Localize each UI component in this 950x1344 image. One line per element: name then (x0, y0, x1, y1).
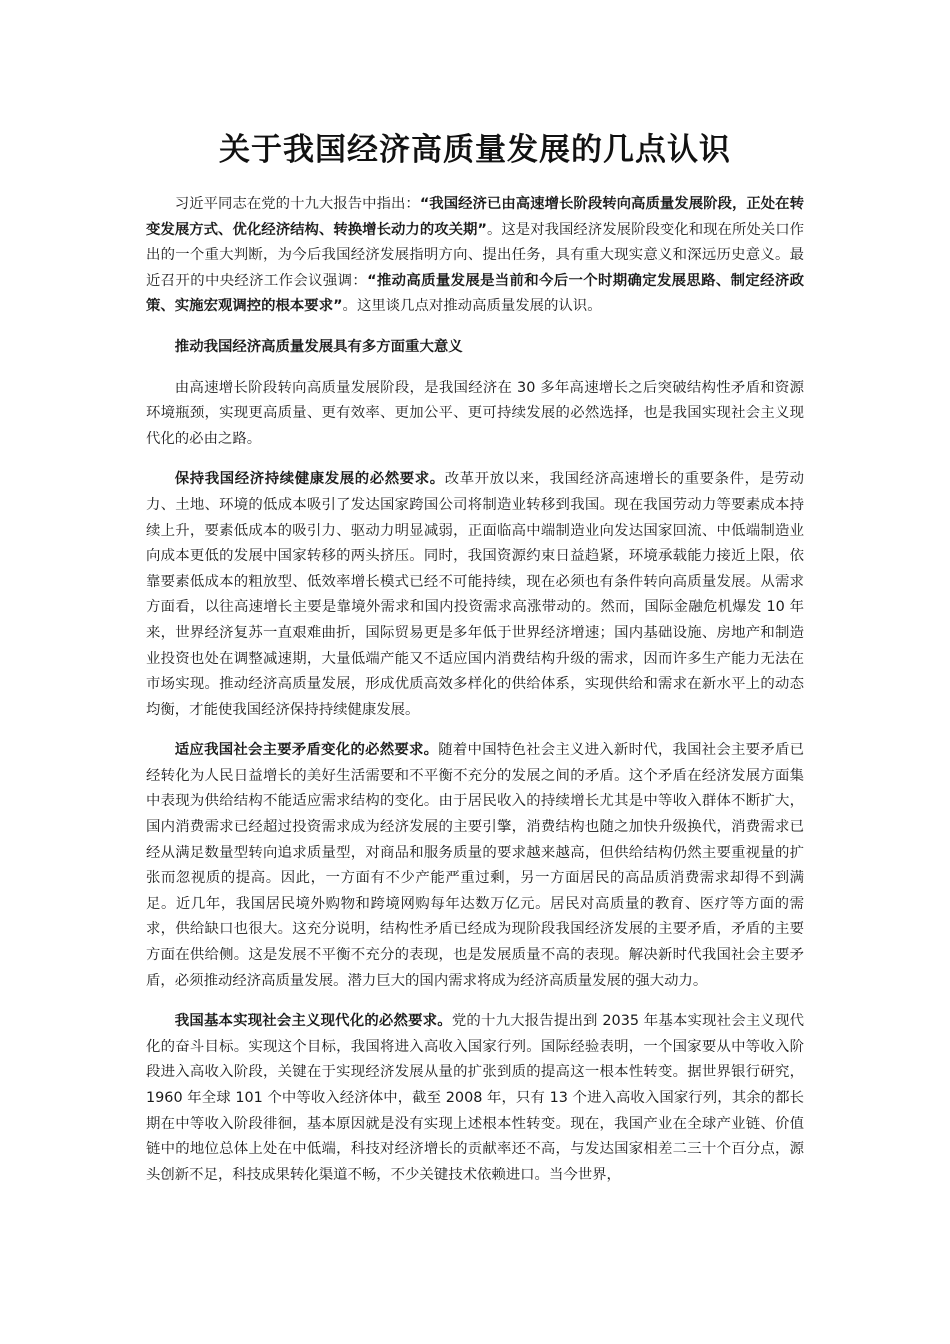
sustain-body: 改革开放以来，我国经济高速增长的重要条件，是劳动力、土地、环境的低成本吸引了发达国家跨国公司将制造业转移到我国。现在我国劳动力等要素成本持续上升，要素低成本的吸引力、驱动力明显减弱，正面临高中端制造业向发达国家回流、中低端制造业向成本更低的发展中国家转移的两头挤压。同时，我国资源约束日益趋紧，环境承载能力接近上限，依靠要素低成本的粗放型、低效率增长模式已经不可能持续，现在必须也有条件转向高质量发展。从需求方面看，以往高速增长主要是靠境外需求和国内投资需求高涨带动的。然而，国际金融危机爆发 10 年来，世界经济复苏一直艰难曲折，国际贸易更是多年低于世界经济增速；国内基础设施、房地产和制造业投资也处在调整减速期，大量低端产能又不适应国内消费结构升级的需求，因而许多生产能力无法在市场实现。推动经济高质量发展，形成优质高效多样化的供给体系，实现供给和需求在新水平上的动态均衡，才能使我国经济保持持续健康发展。 (146, 471, 804, 718)
contradiction-body: 随着中国特色社会主义进入新时代，我国社会主要矛盾已经转化为人民日益增长的美好生活需要和不平衡不充分的发展之间的矛盾。这个矛盾在经济发展方面集中表现为供给结构不能适应需求结构的变化。由于居民收入的持续增长尤其是中等收入群体不断扩大，国内消费需求已经超过投资需求成为经济发展的主要引擎，消费结构也随之加快升级换代，消费需求已经从满足数量型转向追求质量型，对商品和服务质量的要求越来越高，但供给结构仍然主要重视量的扩张而忽视质的提高。因此，一方面有不少产能严重过剩，另一方面居民的高品质消费需求却得不到满足。近几年，我国居民境外购物和跨境网购每年达数万亿元。居民对高质量的教育、医疗等方面的需求，供给缺口也很大。这充分说明，结构性矛盾已经成为现阶段我国经济发展的主要矛盾，矛盾的主要方面在供给侧。这是发展不平衡不充分的表现，也是发展质量不高的表现。解决新时代我国社会主要矛盾，必须推动经济高质量发展。潜力巨大的国内需求将成为经济高质量发展的强大动力。 (146, 742, 804, 989)
modernization-body: 党的十九大报告提出到 2035 年基本实现社会主义现代化的奋斗目标。实现这个目标，我国将进入高收入国家行列。国际经验表明，一个国家要从中等收入阶段进入高收入阶段，关键在于实现经济发展从量的扩张到质的提高这一根本性转变。据世界银行研究，1960 年全球 101 个中等收入经济体中，截至 2008 年，只有 13 个进入高收入国家行列，其余的都长期在中等收入阶段徘徊，基本原因就是没有实现上述根本性转变。现在，我国产业在全球产业链、价值链中的地位总体上处在中低端，科技对经济增长的贡献率还不高，与发达国家相差二三十个百分点，源头创新不足，科技成果转化渠道不畅，不少关键技术依赖进口。当今世界， (146, 1013, 804, 1183)
sustain-paragraph (146, 467, 804, 723)
intro-text-1: 习近平同志在党的十九大报告中指出： (174, 196, 420, 212)
contradiction-paragraph (146, 738, 804, 994)
stage-paragraph: 由高速增长阶段转向高质量发展阶段，是我国经济在 30 多年高速增长之后突破结构性矛盾和资源环境瓶颈，实现更高质量、更有效率、更加公平、更可持续发展的必然选择，也是我国实现社会主义现代化的必由之路。 (146, 379, 804, 447)
intro-text-2: 。这是对我国经济发展阶段变化和现在所处关口作出的一个重大判断，为今后我国经济发展指明方向、提出任务，具有重大现实意义和深远历史意义。最近召开的中央经济工作会议强调： (146, 221, 804, 289)
intro-quote-2: “推动高质量发展是当前和今后一个时期确定发展思路、制定经济政策、实施宏观调控的根本要求” (146, 272, 804, 315)
document-title: 关于我国经济高质量发展的几点认识 (219, 132, 731, 168)
modernization-paragraph (146, 1009, 804, 1188)
sustain-lead: 保持我国经济持续健康发展的必然要求。 (174, 471, 445, 488)
intro-paragraph (146, 192, 804, 320)
intro-quote-1: “我国经济已由高速增长阶段转向高质量发展阶段，正处在转变发展方式、优化经济结构、转换增长动力的攻关期” (146, 196, 804, 238)
modernization-lead: 我国基本实现社会主义现代化的必然要求。 (174, 1013, 452, 1030)
section-heading: 推动我国经济高质量发展具有多方面重大意义 (174, 338, 463, 355)
contradiction-lead: 适应我国社会主要矛盾变化的必然要求。 (174, 742, 439, 759)
intro-text-3: 。这里谈几点对推动高质量发展的认识。 (342, 298, 602, 315)
